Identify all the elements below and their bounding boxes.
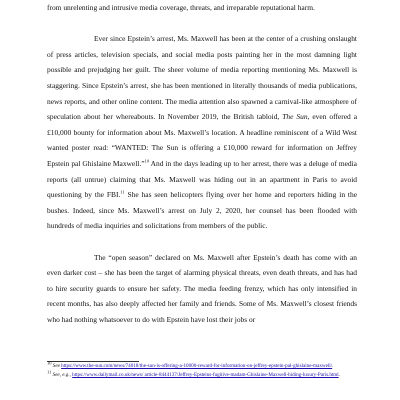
footnote-10 (47, 360, 357, 369)
paragraph-continued: from unrelenting and intrusive media coverage, threats, and irreparable reputational harm. (47, 3, 315, 12)
footnote-number: 11 (47, 369, 52, 375)
footnote-signal: See (52, 363, 60, 369)
paragraph-text: And in the days leading up to her arrest, there was a deluge of media reports (all untrue) claiming that Ms. Maxwell was hiding out in an apartment in Paris to avoid questioning by the FBI. (47, 158, 357, 200)
footnote-link[interactable]: https://www.the-sun.com/news/74018/the-sun-is-offering-a-10000-reward-for-information-on-jeffrey-epstein-pal-ghislaine-maxwell/ (61, 363, 333, 369)
footnote-trail: . (332, 363, 334, 369)
footnote-number: 10 (47, 360, 52, 366)
footnote-signal: See, e.g. (52, 371, 70, 378)
footnote-ref-11[interactable]: 11 (120, 189, 125, 195)
footnote-link[interactable]: https://www.dailymail.co.uk/news/ article-8444137/Jeffrey-Epsteins-fugitive-madam-Ghislaine-Maxwell-hiding-luxury-Paris.html (72, 371, 339, 378)
footnote-trail: . (338, 371, 340, 378)
publication-name: The Sun (282, 112, 308, 122)
paragraph-media-onslaught (47, 31, 357, 234)
footnote-divider (47, 361, 139, 362)
paragraph-text: Ever since Epstein’s arrest, Ms. Maxwell has been at the center of a crushing onslaught of press articles, television specials, and social media posts painting her in the most damning light possible and prejudging her guilt. The sheer volume of media reporting mentioning Ms. Maxwell is staggering. Since Epstein’s arrest, she has been mentioned in literally thousands of media publications, news reports, and other online content. The media attention also spawned a carnival-like atmosphere of speculation about her whereabouts. In November 2019, the British tabloid, (47, 34, 357, 122)
footnote-11: $^{11}$ See, e.g., https://www.dailymail.co.uk/news/ article-8444137/Jeffrey-Epsteins-fugitive-madam-Ghislaine-Maxwell-hiding-luxury-Paris.html. (47, 369, 340, 378)
paragraph-open-season: The “open season” declared on Ms. Maxwell after Epstein’s death has come with an even darker cost – she has been the target of alarming physical threats, even death threats, and has had to hire security guards to ensure her safety. The media feeding frenzy, which has only intensified in recent months, has also deeply affected her family and friends. Some of Ms. Maxwell’s closest friends who had nothing whatsoever to do with Epstein have lost their jobs or (47, 252, 357, 324)
paragraph-text: She has seen helicopters flying over her home and reporters hiding in the bushes. Indeed, since Ms. Maxwell’s arrest on July 2, 2020, her counsel has been flooded with hundreds of media inquiries and solicitations from members of the public. (47, 190, 357, 231)
footnotes (47, 360, 357, 381)
body-text (47, 0, 357, 327)
footnote-ref-10[interactable]: 10 (144, 158, 150, 164)
paragraph-text: , even offered a £10,000 bounty for information about Ms. Maxwell’s location. A headline reminiscent of a Wild West wanted poster read: “WANTED: The Sun is offering a £10,000 reward for information on Jeffrey Epstein pal Ghislaine Maxwell.” (47, 112, 358, 168)
